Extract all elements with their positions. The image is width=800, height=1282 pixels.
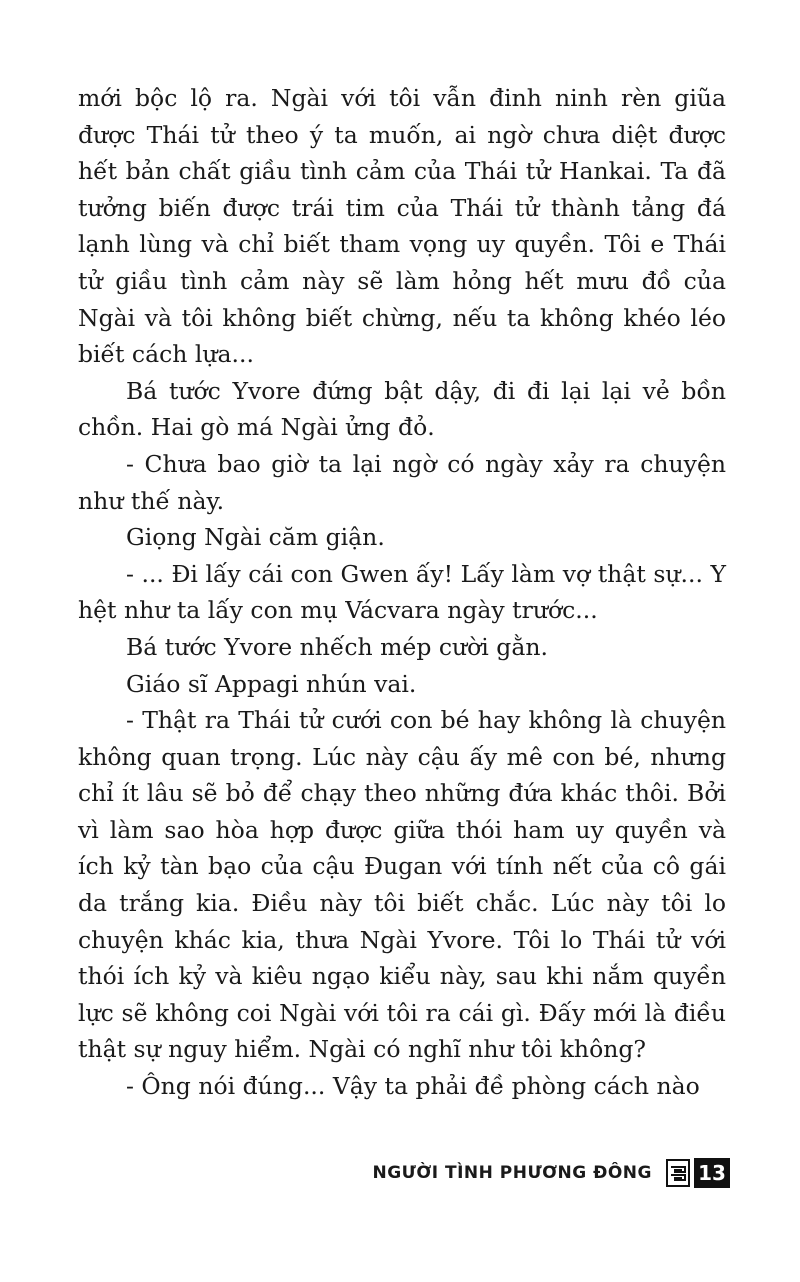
paragraph: Bá tước Yvore đứng bật dậy, đi đi lại lại vẻ bồn chồn. Hai gò má Ngài ửng đỏ.	[78, 376, 726, 442]
book-title: NGƯỜI TÌNH PHƯƠNG ĐÔNG	[372, 1163, 652, 1183]
page-number: 13	[694, 1158, 730, 1188]
paragraph: - ... Đi lấy cái con Gwen ấy! Lấy làm vợ thật sự... Y hệt như ta lấy con mụ Vácvara ngày trước...	[78, 559, 726, 625]
paragraph: Giáo sĩ Appagi nhún vai.	[126, 669, 417, 698]
paragraph: Giọng Ngài căm giận.	[126, 523, 385, 552]
paragraph: - Ông nói đúng... Vậy ta phải đề phòng cách nào	[126, 1072, 700, 1101]
body-text	[78, 80, 726, 1105]
paragraph: Bá tước Yvore nhếch mép cười gằn.	[126, 632, 548, 661]
paragraph: - Chưa bao giờ ta lại ngờ có ngày xảy ra chuyện như thế này.	[78, 449, 726, 515]
page-footer	[373, 1156, 731, 1190]
paragraph: - Thật ra Thái tử cưới con bé hay không là chuyện không quan trọng. Lúc này cậu ấy mê con bé, nhưng chỉ ít lâu sẽ bỏ để chạy theo những đứa khác thôi. Bởi vì làm sao hòa hợp được giữa thói ham uy quyền và ích kỷ tàn bạo của cậu Đugan với tính nết của cô gái da trắng kia. Điều này tôi biết chắc. Lúc này tôi lo chuyện khác kia, thưa Ngài Yvore. Tôi lo Thái tử với thói ích kỷ và kiêu ngạo kiểu này, sau khi nắm quyền lực sẽ không coi Ngài với tôi ra cái gì. Đấy mới là điều thật sự nguy hiểm. Ngài có nghĩ như tôi không?	[78, 706, 726, 1064]
decorative-spiral-icon	[666, 1159, 690, 1187]
paragraph: mới bộc lộ ra. Ngài với tôi vẫn đinh ninh rèn giũa được Thái tử theo ý ta muốn, ai ngờ chưa diệt được hết bản chất giầu tình cảm của Thái tử Hankai. Ta đã tưởng biến được trái tim của Thái tử thành tảng đá lạnh lùng và chỉ biết tham vọng uy quyền. Tôi e Thái tử giầu tình cảm này sẽ làm hỏng hết mưu đồ của Ngài và tôi không biết chừng, nếu ta không khéo léo biết cách lựa...	[78, 84, 726, 369]
